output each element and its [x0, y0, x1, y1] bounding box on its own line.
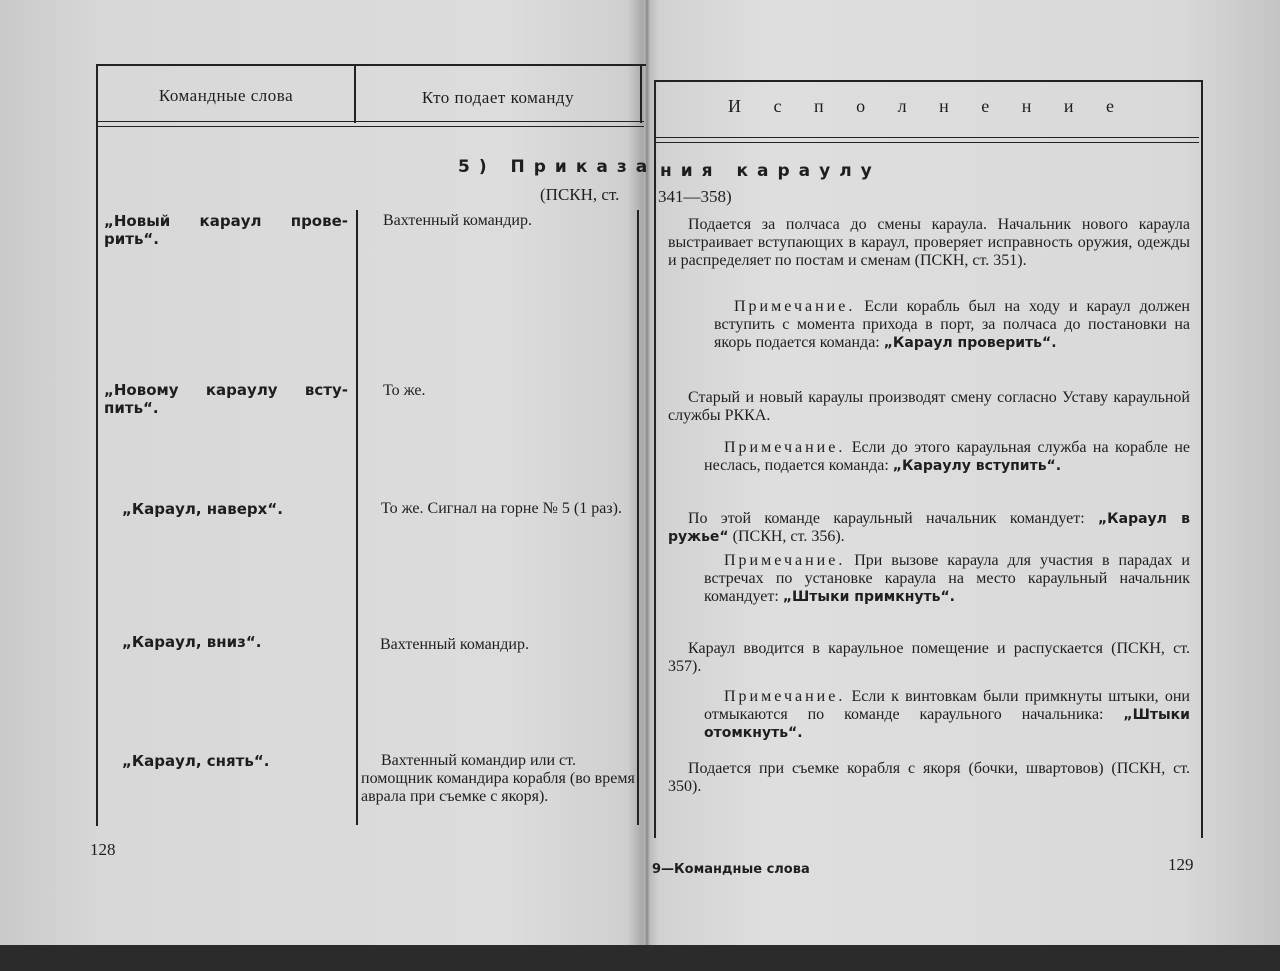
exec-command: „Караул в ружье“ [668, 511, 1190, 545]
command-row-4: „Караул, вниз“. [122, 633, 262, 651]
execution-row-5: Подается при съемке корабля с якоря (бочки, швартовов) (ПСКН, ст. 350). [668, 760, 1190, 795]
command-row-3: „Караул, наверх“. [122, 500, 283, 518]
exec-text-end: (ПСКН, ст. 356). [728, 528, 845, 545]
note-command: „Штыки примкнуть“. [782, 589, 956, 605]
exec-text: По этой команде караульный начальник командует: [688, 510, 1098, 527]
column-divider-2 [637, 210, 639, 825]
who-row-4: Вахтенный командир. [380, 636, 529, 653]
note-label: Примечание. [724, 688, 846, 705]
execution-row-4: Караул вводится в караульное помещение и распускается (ПСКН, ст. 357). [668, 640, 1190, 675]
command-row-1: „Новый караул прове-рить“. [104, 212, 348, 248]
note-row-3 [704, 552, 1190, 606]
header-who-gives: Кто подает команду [421, 88, 575, 107]
header-rule-right [656, 137, 1199, 143]
table-frame-left [96, 64, 646, 826]
page-number-right: 129 [1168, 855, 1194, 874]
note-label: Примечание. [724, 552, 846, 569]
header-rule-left [98, 121, 644, 127]
note-label: Примечание. [724, 439, 846, 456]
header-execution: И с п о л н е н и е [728, 96, 1128, 116]
who-row-5: Вахтенный командир или ст. помощник командира корабля (во время аврала при съемке с якоря). [361, 752, 635, 805]
note-text: При вызове караула для участия в парадах и встречах по установке караула на место караульный начальник командует: [704, 552, 1190, 605]
section-reference-left: (ПСКН, ст. [540, 185, 620, 204]
note-text: Если до этого караульная служба на корабле не неслась, подается команда: [704, 439, 1190, 474]
who-row-2: То же. [383, 382, 426, 399]
header-divider-2 [640, 66, 642, 123]
note-row-4 [704, 688, 1190, 742]
note-text: Если к винтовкам были примкнуты штыки, они отмыкаются по команде караульного начальника: [704, 688, 1190, 723]
note-text: Если корабль был на ходу и караул должен вступить с момента прихода в порт, за полчаса до постановки на якорь подается команда: [714, 298, 1190, 351]
execution-row-2: Старый и новый караулы производят смену согласно Уставу караульной службы РККА. [668, 389, 1190, 424]
command-row-5: „Караул, снять“. [122, 752, 270, 770]
note-command: „Штыки отомкнуть“. [704, 707, 1190, 741]
command-row-2: „Новому караулу всту-пить“. [104, 381, 348, 417]
header-divider-1 [354, 66, 356, 123]
section-reference-right: 341—358) [658, 187, 732, 206]
execution-row-1: Подается за полчаса до смены караула. Начальник нового караула выстраивает вступающих в караул, проверяет исправность оружия, одежды и распределяет по постам и сменам (ПСКН, ст. 351). [668, 216, 1190, 269]
note-command: „Караулу вступить“. [892, 458, 1062, 474]
note-label: Примечание. [734, 298, 856, 315]
note-row-2 [704, 439, 1190, 475]
section-title-left: 5) Приказа [458, 157, 657, 177]
page-number-left: 128 [90, 840, 116, 859]
section-title-right: ния караулу [660, 161, 881, 181]
background-edge [0, 945, 1280, 971]
column-divider-1 [356, 210, 358, 825]
note-command: „Караул проверить“. [883, 335, 1057, 351]
who-row-3: То же. Сигнал на горне № 5 (1 раз). [381, 500, 622, 517]
execution-row-3 [668, 510, 1190, 546]
header-command-words: Командные слова [158, 86, 294, 105]
note-row-1 [714, 298, 1190, 352]
footer-signature: 9—Командные слова [652, 862, 810, 877]
who-row-1: Вахтенный командир. [383, 212, 532, 229]
